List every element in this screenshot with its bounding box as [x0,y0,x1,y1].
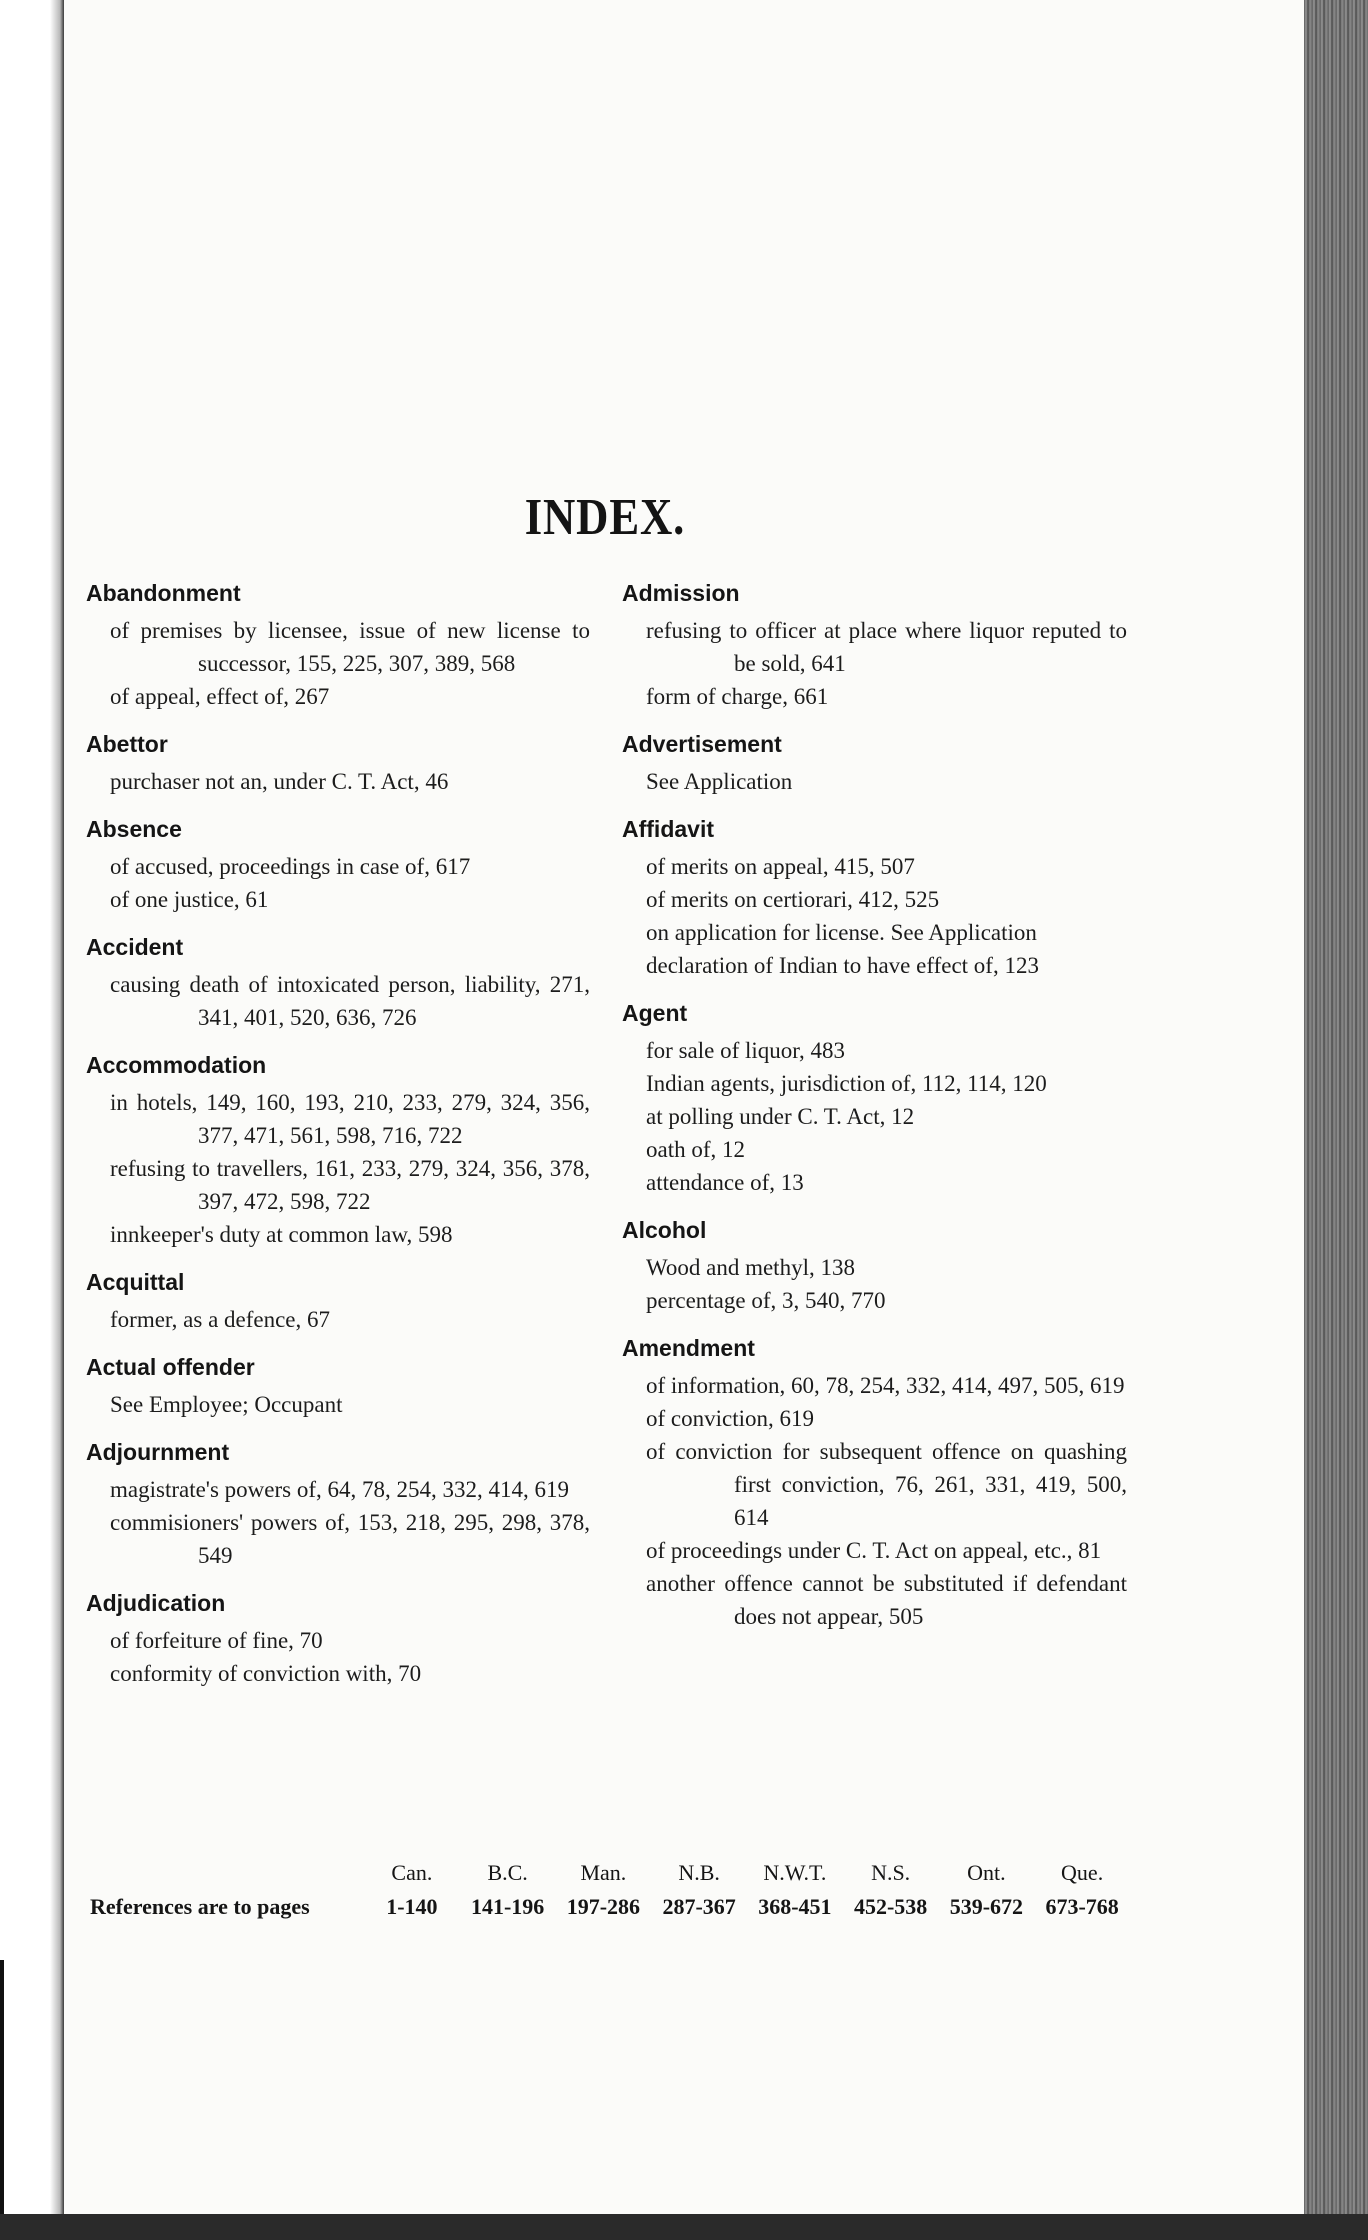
page-title: INDEX. [524,489,686,546]
footer-province: N.S. [871,1860,911,1885]
index-heading: Affidavit [622,816,714,842]
footer-province: Can. [391,1860,433,1885]
index-subentry: declaration of Indian to have effect of, 123 [646,953,1039,978]
index-subentry: for sale of liquor, 483 [646,1038,846,1063]
index-entry [86,578,590,713]
footer-page-range: 141-196 [470,1894,545,1919]
index-subentry: of proceedings under C. T. Act on appeal, etc., 81 [646,1538,1102,1563]
index-subentry: conformity of conviction with, 70 [110,1661,422,1686]
index-heading: Abettor [86,731,168,757]
index-subentry: of merits on appeal, 415, 507 [646,854,915,879]
index-heading: Accident [86,934,184,960]
index-heading: Amendment [622,1335,755,1361]
footer-page-range: 539-672 [949,1894,1024,1919]
index-subentry: of information, 60, 78, 254, 332, 414, 497, 505, 619 [646,1373,1125,1398]
page-stack-edge [1304,0,1368,2240]
scan-edge-shadow [0,1960,4,2240]
index-entry [622,1333,1127,1633]
index-entry [622,814,1127,982]
page-left-edge [0,0,64,2240]
footer-province: Que. [1061,1860,1104,1885]
index-subentry: of conviction, 619 [646,1406,814,1431]
index-subentry: in hotels, 149, 160, 193, 210, 233, 279, 324, 356, 377, 471, 561, 598, 716, 722 [110,1090,590,1148]
index-subentry: of appeal, effect of, 267 [110,684,330,709]
footer-ranges-row [90,1894,1130,1928]
index-entry [622,998,1127,1199]
footer-province: N.W.T. [763,1860,827,1885]
index-subentry: another offence cannot be substituted if defendant does not appear, 505 [646,1571,1127,1629]
footer-label: References are to pages [90,1894,310,1919]
index-subentry: at polling under C. T. Act, 12 [646,1104,915,1129]
index-entry [86,1267,590,1336]
index-subentry: of forfeiture of fine, 70 [110,1628,323,1653]
footer-province: N.B. [678,1860,720,1885]
page-reference-footer [90,1860,1130,1928]
index-subentry: of merits on certiorari, 412, 525 [646,887,940,912]
footer-page-range: 452-538 [853,1894,928,1919]
index-subentry: refusing to travellers, 161, 233, 279, 324, 356, 378, 397, 472, 598, 722 [110,1156,590,1214]
index-subentry: Indian agents, jurisdiction of, 112, 114, 120 [646,1071,1047,1096]
page-bottom-edge [0,2214,1368,2240]
index-heading: Acquittal [86,1269,185,1295]
index-subentry: commisioners' powers of, 153, 218, 295, 298, 378, 549 [110,1510,590,1568]
index-heading: Agent [622,1000,688,1026]
index-entry [622,1215,1127,1317]
footer-page-range: 1-140 [386,1894,438,1919]
index-entry [86,1050,590,1251]
index-subentry: causing death of intoxicated person, liability, 271, 341, 401, 520, 636, 726 [110,972,590,1030]
index-subentry: magistrate's powers of, 64, 78, 254, 332, 414, 619 [110,1477,569,1502]
index-heading: Absence [86,816,182,842]
index-heading: Actual offender [86,1354,255,1380]
index-subentry: See Application [646,769,793,794]
index-subentry: former, as a defence, 67 [110,1307,331,1332]
index-column-left [86,578,590,1706]
index-entry [86,1352,590,1421]
footer-page-range: 197-286 [566,1894,641,1919]
index-subentry: refusing to officer at place where liquor reputed to be sold, 641 [646,618,1127,676]
index-heading: Abandonment [86,580,241,606]
index-heading: Adjudication [86,1590,226,1616]
footer-province: Man. [580,1860,627,1885]
index-entry [86,1588,590,1690]
index-subentry: See Employee; Occupant [110,1392,343,1417]
footer-provinces-row [90,1860,1130,1894]
index-subentry: percentage of, 3, 540, 770 [646,1288,886,1313]
footer-page-range: 673-768 [1045,1894,1119,1919]
index-subentry: attendance of, 13 [646,1170,804,1195]
index-subentry: of conviction for subsequent offence on quashing first conviction, 76, 261, 331, 419, 500, 614 [646,1439,1127,1530]
index-subentry: of one justice, 61 [110,887,269,912]
index-subentry: Wood and methyl, 138 [646,1255,855,1280]
index-column-right [622,578,1127,1649]
index-heading: Adjournment [86,1439,230,1465]
footer-province: Ont. [967,1860,1006,1885]
index-subentry: purchaser not an, under C. T. Act, 46 [110,769,449,794]
index-subentry: form of charge, 661 [646,684,829,709]
index-subentry: innkeeper's duty at common law, 598 [110,1222,453,1247]
index-entry [86,1437,590,1572]
index-subentry: on application for license. See Application [646,920,1037,945]
footer-page-range: 368-451 [758,1894,832,1919]
footer-page-range: 287-367 [662,1894,736,1919]
index-entry [86,932,590,1034]
index-subentry: of accused, proceedings in case of, 617 [110,854,471,879]
index-heading: Advertisement [622,731,782,757]
index-subentry: of premises by licensee, issue of new license to successor, 155, 225, 307, 389, 568 [110,618,590,676]
index-subentry: oath of, 12 [646,1137,746,1162]
index-entry [622,729,1127,798]
index-entry [86,814,590,916]
index-heading: Alcohol [622,1217,707,1243]
index-heading: Accommodation [86,1052,267,1078]
index-entry [622,578,1127,713]
index-entry [86,729,590,798]
footer-province: B.C. [487,1860,528,1885]
index-heading: Admission [622,580,740,606]
